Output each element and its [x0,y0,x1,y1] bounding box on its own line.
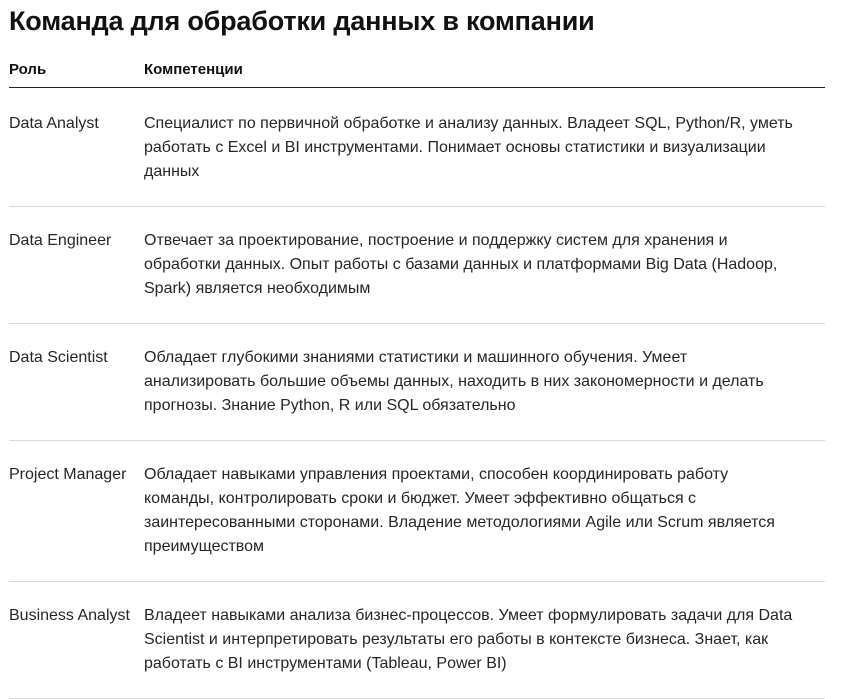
role-cell: Business Analyst [9,582,144,699]
table-row [9,88,825,207]
role-cell: Data Scientist [9,324,144,441]
column-header-role: Роль [9,60,144,88]
table-row [9,582,825,699]
table-body [9,88,825,699]
document [9,0,825,699]
role-cell: Data Engineer [9,207,144,324]
table-row [9,441,825,582]
competencies-cell: Обладает навыками управления проектами, способен координировать работу команды, контролировать сроки и бюджет. Умеет эффективно общаться с заинтересованными сторонами. Владение методологиями Agile или Scrum является преимуществом [144,441,825,582]
competencies-cell: Владеет навыками анализа бизнес-процессов. Умеет формулировать задачи для Data Scientist и интерпретировать результаты его работы в контексте бизнеса. Знает, как работать с BI инструментами (Tableau, Power BI) [144,582,825,699]
table-header [9,60,825,88]
role-cell: Data Analyst [9,88,144,207]
column-header-competencies: Компетенции [144,60,825,88]
page-title: Команда для обработки данных в компании [9,6,595,36]
competencies-cell: Отвечает за проектирование, построение и поддержку систем для хранения и обработки данных. Опыт работы с базами данных и платформами Big Data (Hadoop, Spark) является необходимым [144,207,825,324]
table-header-row [9,60,825,88]
role-cell: Project Manager [9,441,144,582]
competencies-cell: Специалист по первичной обработке и анализу данных. Владеет SQL, Python/R, уметь работать с Excel и BI инструментами. Понимает основы статистики и визуализации данных [144,88,825,207]
competencies-cell: Обладает глубокими знаниями статистики и машинного обучения. Умеет анализировать большие объемы данных, находить в них закономерности и делать прогнозы. Знание Python, R или SQL обязательно [144,324,825,441]
roles-table [9,60,825,699]
table-row [9,324,825,441]
table-row [9,207,825,324]
